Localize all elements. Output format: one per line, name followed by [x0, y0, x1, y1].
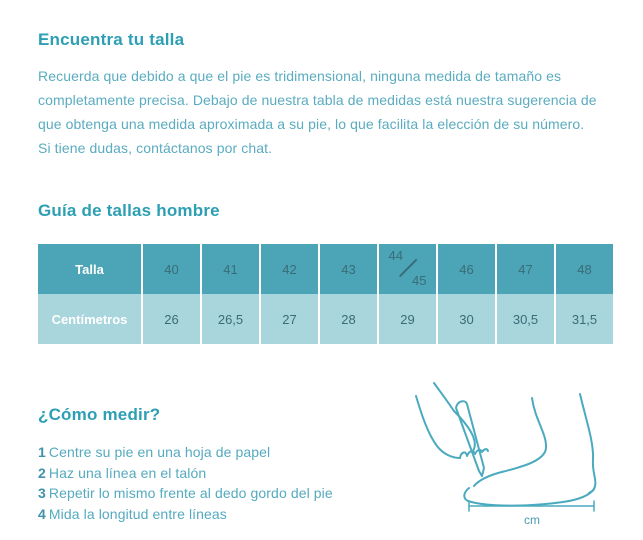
hand-outer-line	[416, 396, 460, 458]
size-value-cell: 47	[496, 244, 555, 294]
intro-paragraph: Recuerda que debido a que el pie es tridimensional, ninguna medida de tamaño es completamente precisa. Debajo de nuestra tabla de medidas está nuestra sugerencia de que obtenga una medida aproximada a su pie, lo que facilita la elección de su número. Si tiene dudas, contáctanos por chat.	[38, 68, 597, 156]
step-text: Haz una línea en el talón	[48, 464, 207, 481]
size-value-cell: 43	[319, 244, 378, 294]
foot-measure-illustration	[405, 378, 640, 540]
cm-value-cell: 28	[319, 294, 378, 344]
size-table-section	[38, 201, 605, 344]
size-guide-title: Guía de tallas hombre	[38, 201, 220, 220]
row-header-centimetros: Centímetros	[38, 294, 142, 344]
find-your-size-section	[38, 30, 605, 160]
page-title: Encuentra tu talla	[38, 30, 185, 49]
cm-value-cell: 30	[437, 294, 496, 344]
step-number: 1	[38, 444, 46, 460]
step-text: Repetir lo mismo frente al dedo gordo del pie	[48, 485, 333, 501]
step-text: Mida la longitud entre líneas	[48, 505, 227, 522]
size-value-cell	[378, 244, 437, 294]
step-text: Centre su pie en una hoja de papel	[48, 444, 271, 460]
foot-instep-line	[474, 398, 546, 486]
cm-value-cell: 26,5	[201, 294, 260, 344]
row-header-talla: Talla	[38, 244, 142, 294]
hand-inner-line	[434, 383, 454, 411]
cm-value-cell: 27	[260, 294, 319, 344]
measurement-line	[469, 501, 594, 511]
size-value-cell: 48	[555, 244, 613, 294]
size-value-cell: 40	[142, 244, 201, 294]
hand-with-pencil	[416, 383, 488, 476]
foot-tracing-illustration-icon	[405, 378, 640, 540]
foot-sole-line	[464, 488, 594, 506]
cm-value-cell: 30,5	[496, 294, 555, 344]
foot-heel-line	[580, 394, 595, 493]
size-table	[38, 244, 613, 344]
cm-unit-label: cm	[524, 513, 540, 527]
pencil-icon	[456, 401, 484, 476]
step-number: 4	[38, 505, 46, 522]
size-value-cell: 46	[437, 244, 496, 294]
step-number: 3	[38, 485, 46, 501]
step-number: 2	[38, 464, 46, 481]
cm-value-cell: 26	[142, 294, 201, 344]
split-size-cell	[389, 249, 427, 287]
size-value-cell: 42	[260, 244, 319, 294]
how-to-measure-title: ¿Cómo medir?	[38, 405, 161, 424]
cm-value-cell: 29	[378, 294, 437, 344]
cm-value-cell: 31,5	[555, 294, 613, 344]
split-size-top: 44	[388, 247, 403, 263]
table-row-sizes	[38, 244, 613, 294]
table-row-cm	[38, 294, 613, 344]
size-value-cell: 41	[201, 244, 260, 294]
split-size-bottom: 45	[412, 272, 427, 288]
